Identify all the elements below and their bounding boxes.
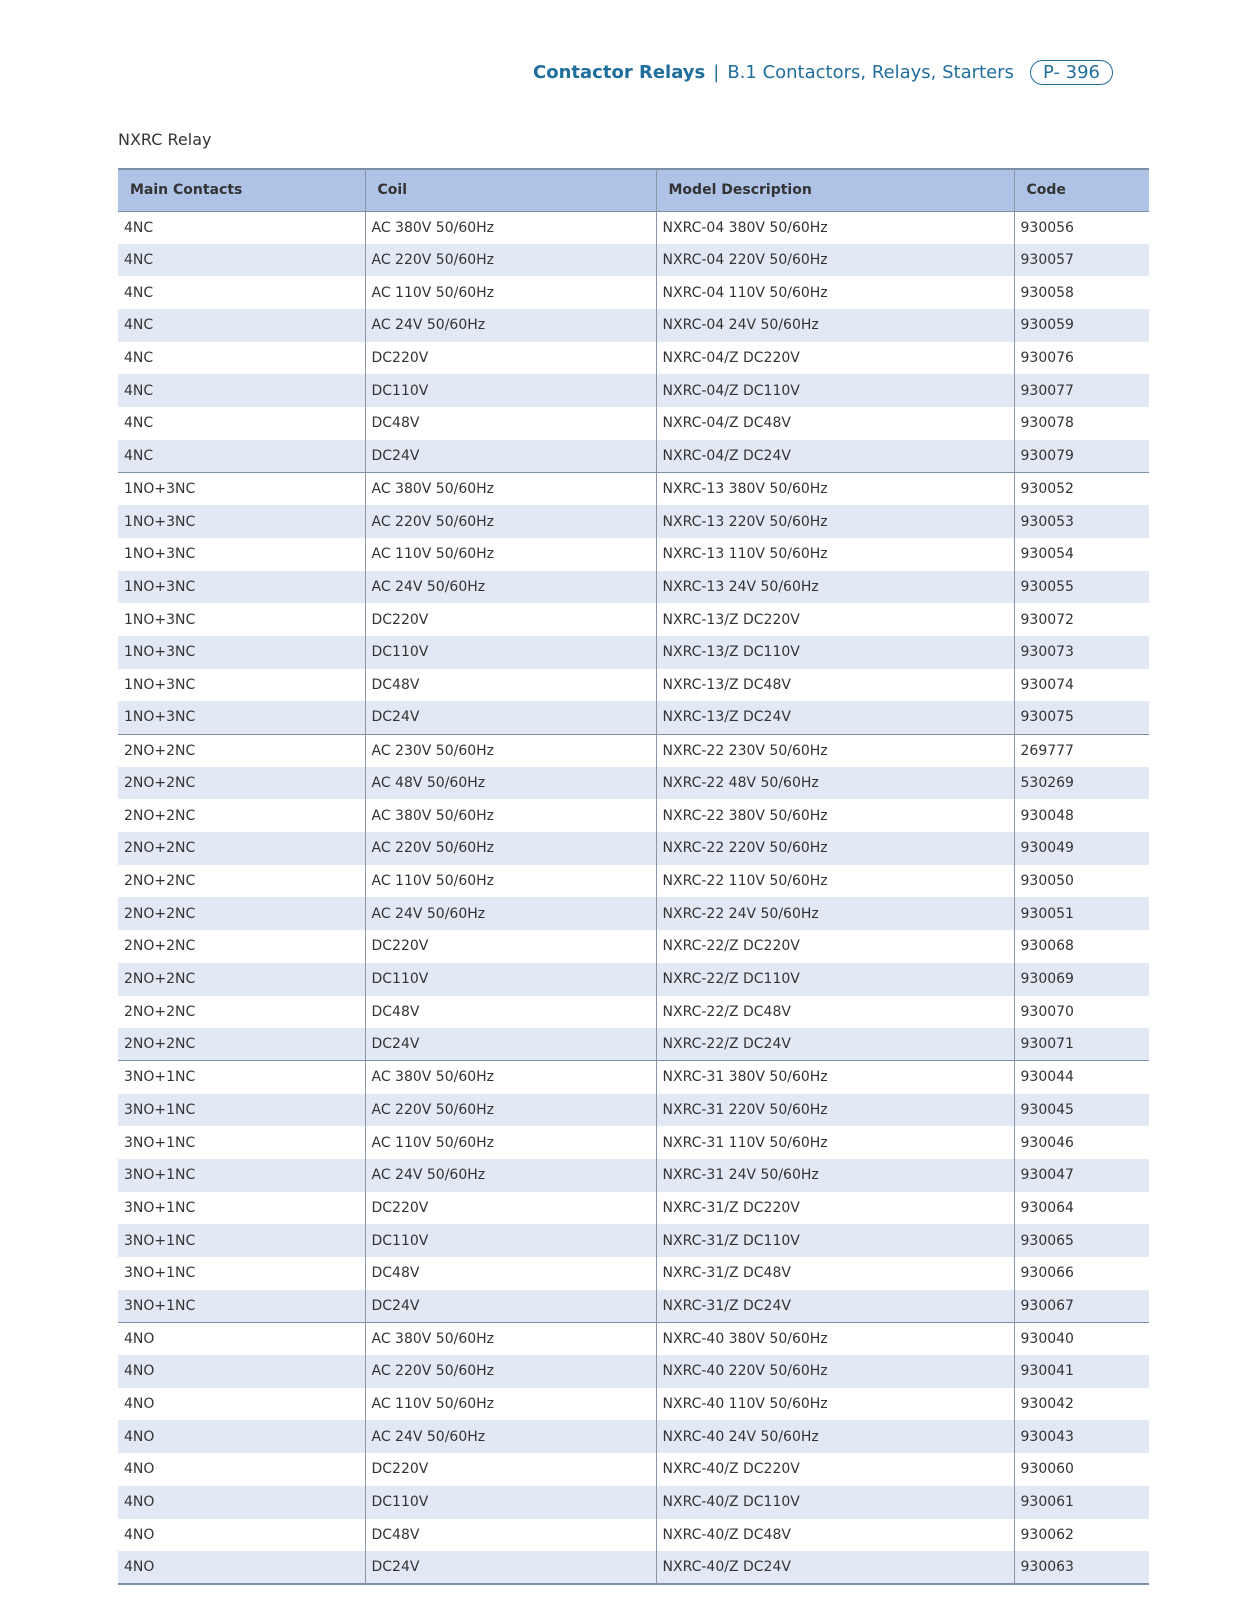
table-row [118, 1061, 1149, 1094]
table-row [118, 1453, 1149, 1486]
cell-code: 930071 [1014, 1028, 1149, 1061]
column-header-code: Code [1014, 169, 1149, 211]
cell-main-contacts: 4NO [118, 1322, 365, 1355]
cell-coil: AC 220V 50/60Hz [365, 1355, 656, 1388]
cell-coil: DC24V [365, 1551, 656, 1584]
cell-main-contacts: 4NO [124, 1396, 155, 1413]
cell-code: 930074 [1014, 669, 1149, 702]
cell-code: 930072 [1014, 603, 1149, 636]
cell-code: 930059 [1014, 309, 1149, 342]
cell-model-description: NXRC-22/Z DC110V [656, 963, 1014, 996]
table-row [118, 799, 1149, 832]
cell-coil: DC24V [365, 701, 656, 734]
cell-coil: DC110V [365, 1224, 656, 1257]
cell-model-description: NXRC-04 110V 50/60Hz [656, 276, 1014, 309]
cell-main-contacts: 4NO [118, 1551, 365, 1584]
table-row [118, 1028, 1149, 1061]
cell-code: 930042 [1014, 1388, 1149, 1421]
table-row [118, 407, 1149, 440]
page-header [533, 56, 1113, 88]
cell-coil: AC 220V 50/60Hz [365, 244, 656, 277]
cell-model-description: NXRC-40/Z DC48V [656, 1519, 1014, 1552]
cell-main-contacts: 2NO+2NC [124, 938, 196, 955]
cell-model-description: NXRC-22 230V 50/60Hz [656, 734, 1014, 767]
cell-coil: DC48V [365, 669, 656, 702]
cell-code: 930063 [1014, 1551, 1149, 1584]
cell-code: 930067 [1014, 1290, 1149, 1323]
cell-coil: AC 230V 50/60Hz [365, 734, 656, 767]
cell-model-description: NXRC-22 48V 50/60Hz [656, 767, 1014, 800]
cell-code: 930057 [1014, 244, 1149, 277]
table-row [118, 1551, 1149, 1584]
cell-code: 930065 [1014, 1224, 1149, 1257]
cell-coil: AC 48V 50/60Hz [365, 767, 656, 800]
cell-coil: DC48V [365, 1257, 656, 1290]
table-header-row [118, 169, 1149, 211]
table-row [118, 309, 1149, 342]
header-title: Contactor Relays [533, 61, 706, 83]
cell-main-contacts: 2NO+2NC [124, 873, 196, 890]
cell-main-contacts: 3NO+1NC [124, 1265, 196, 1282]
cell-coil: AC 110V 50/60Hz [365, 1126, 656, 1159]
cell-main-contacts: 2NO+2NC [124, 807, 196, 824]
cell-coil: DC110V [365, 963, 656, 996]
table-row [118, 1159, 1149, 1192]
cell-model-description: NXRC-04/Z DC110V [656, 374, 1014, 407]
table-row [118, 963, 1149, 996]
cell-model-description: NXRC-04 380V 50/60Hz [656, 211, 1014, 244]
cell-main-contacts: 4NC [124, 350, 154, 367]
cell-code: 930044 [1014, 1061, 1149, 1094]
table-row [118, 930, 1149, 963]
header-separator: | [713, 61, 720, 83]
cell-model-description: NXRC-40 380V 50/60Hz [656, 1322, 1014, 1355]
cell-model-description: NXRC-31 110V 50/60Hz [656, 1126, 1014, 1159]
table-row [118, 1322, 1149, 1355]
cell-main-contacts: 2NO+2NC [124, 971, 196, 988]
cell-coil: AC 220V 50/60Hz [365, 1094, 656, 1127]
cell-main-contacts: 4NO [124, 1461, 155, 1478]
cell-coil: DC24V [365, 440, 656, 473]
table-row [118, 701, 1149, 734]
table-row [118, 603, 1149, 636]
cell-code: 930058 [1014, 276, 1149, 309]
cell-main-contacts: 1NO+3NC [124, 709, 196, 726]
column-header-main-contacts: Main Contacts [118, 169, 365, 211]
cell-model-description: NXRC-31/Z DC110V [656, 1224, 1014, 1257]
cell-main-contacts: 1NO+3NC [124, 546, 196, 563]
cell-coil: AC 380V 50/60Hz [365, 799, 656, 832]
cell-coil: AC 110V 50/60Hz [365, 1388, 656, 1421]
cell-main-contacts: 4NO [124, 1494, 155, 1511]
cell-coil: AC 380V 50/60Hz [365, 473, 656, 506]
table-row [118, 244, 1149, 277]
table-row [118, 734, 1149, 767]
cell-model-description: NXRC-31 220V 50/60Hz [656, 1094, 1014, 1127]
cell-coil: AC 380V 50/60Hz [365, 1061, 656, 1094]
cell-main-contacts: 3NO+1NC [124, 1134, 196, 1151]
cell-code: 930052 [1014, 473, 1149, 506]
cell-model-description: NXRC-04/Z DC48V [656, 407, 1014, 440]
cell-code: 930043 [1014, 1420, 1149, 1453]
cell-code: 530269 [1014, 767, 1149, 800]
cell-main-contacts: 2NO+2NC [124, 1036, 196, 1053]
cell-coil: AC 24V 50/60Hz [365, 571, 656, 604]
cell-model-description: NXRC-13/Z DC220V [656, 603, 1014, 636]
cell-main-contacts: 4NC [124, 252, 154, 269]
cell-main-contacts: 4NC [124, 317, 154, 334]
cell-coil: AC 24V 50/60Hz [365, 1420, 656, 1453]
cell-main-contacts: 2NO+2NC [118, 734, 365, 767]
table-row [118, 1290, 1149, 1323]
cell-model-description: NXRC-31 24V 50/60Hz [656, 1159, 1014, 1192]
cell-code: 930048 [1014, 799, 1149, 832]
cell-main-contacts: 1NO+3NC [124, 611, 196, 628]
cell-model-description: NXRC-04 24V 50/60Hz [656, 309, 1014, 342]
cell-main-contacts: 2NO+2NC [124, 775, 196, 792]
cell-model-description: NXRC-04 220V 50/60Hz [656, 244, 1014, 277]
cell-code: 930078 [1014, 407, 1149, 440]
table-row [118, 897, 1149, 930]
cell-model-description: NXRC-31/Z DC48V [656, 1257, 1014, 1290]
cell-main-contacts: 1NO+3NC [124, 578, 196, 595]
cell-main-contacts: 2NO+2NC [124, 1003, 196, 1020]
cell-model-description: NXRC-22/Z DC48V [656, 996, 1014, 1029]
cell-code: 930049 [1014, 832, 1149, 865]
cell-model-description: NXRC-13 24V 50/60Hz [656, 571, 1014, 604]
cell-model-description: NXRC-22 220V 50/60Hz [656, 832, 1014, 865]
table-row [118, 865, 1149, 898]
cell-main-contacts: 3NO+1NC [124, 1297, 196, 1314]
table-row [118, 440, 1149, 473]
cell-code: 930077 [1014, 374, 1149, 407]
cell-coil: DC48V [365, 996, 656, 1029]
cell-model-description: NXRC-31/Z DC24V [656, 1290, 1014, 1323]
relay-table [118, 168, 1149, 1585]
cell-code: 930056 [1014, 211, 1149, 244]
table-row [118, 767, 1149, 800]
cell-main-contacts: 2NO+2NC [124, 905, 196, 922]
table-row [118, 1388, 1149, 1421]
cell-coil: DC220V [365, 603, 656, 636]
table-row [118, 996, 1149, 1029]
cell-model-description: NXRC-13/Z DC110V [656, 636, 1014, 669]
table-row [118, 505, 1149, 538]
cell-main-contacts: 4NO [124, 1363, 155, 1380]
cell-code: 930050 [1014, 865, 1149, 898]
cell-code: 930073 [1014, 636, 1149, 669]
cell-main-contacts: 3NO+1NC [124, 1199, 196, 1216]
cell-model-description: NXRC-22 380V 50/60Hz [656, 799, 1014, 832]
cell-model-description: NXRC-22 110V 50/60Hz [656, 865, 1014, 898]
cell-code: 930069 [1014, 963, 1149, 996]
cell-coil: DC110V [365, 374, 656, 407]
cell-main-contacts: 4NO [124, 1428, 155, 1445]
table-header [118, 169, 1149, 211]
cell-coil: AC 24V 50/60Hz [365, 309, 656, 342]
cell-code: 930055 [1014, 571, 1149, 604]
cell-main-contacts: 4NC [124, 382, 154, 399]
cell-model-description: NXRC-40/Z DC220V [656, 1453, 1014, 1486]
cell-model-description: NXRC-40/Z DC24V [656, 1551, 1014, 1584]
cell-main-contacts: 4NC [124, 284, 154, 301]
cell-main-contacts: 1NO+3NC [118, 473, 365, 506]
table-row [118, 211, 1149, 244]
cell-main-contacts: 3NO+1NC [118, 1061, 365, 1094]
cell-coil: AC 110V 50/60Hz [365, 538, 656, 571]
table-row [118, 374, 1149, 407]
cell-coil: DC220V [365, 1192, 656, 1225]
cell-coil: AC 380V 50/60Hz [365, 1322, 656, 1355]
cell-main-contacts: 1NO+3NC [124, 513, 196, 530]
table-row [118, 1257, 1149, 1290]
cell-model-description: NXRC-22/Z DC24V [656, 1028, 1014, 1061]
table-row [118, 1420, 1149, 1453]
cell-model-description: NXRC-13/Z DC24V [656, 701, 1014, 734]
table-row [118, 1126, 1149, 1159]
cell-main-contacts: 4NC [124, 447, 154, 464]
table-row [118, 276, 1149, 309]
table-row [118, 1519, 1149, 1552]
cell-code: 930053 [1014, 505, 1149, 538]
cell-main-contacts: 3NO+1NC [124, 1167, 196, 1184]
cell-code: 930046 [1014, 1126, 1149, 1159]
cell-code: 930064 [1014, 1192, 1149, 1225]
cell-main-contacts: 1NO+3NC [124, 644, 196, 661]
cell-coil: AC 380V 50/60Hz [365, 211, 656, 244]
document-title: NXRC Relay [118, 130, 212, 149]
table-row [118, 571, 1149, 604]
table-row [118, 1094, 1149, 1127]
column-header-model-description: Model Description [656, 169, 1014, 211]
cell-code: 930061 [1014, 1486, 1149, 1519]
table-row [118, 1486, 1149, 1519]
cell-model-description: NXRC-40 220V 50/60Hz [656, 1355, 1014, 1388]
cell-model-description: NXRC-40 24V 50/60Hz [656, 1420, 1014, 1453]
cell-coil: DC48V [365, 407, 656, 440]
table-row [118, 669, 1149, 702]
cell-model-description: NXRC-40/Z DC110V [656, 1486, 1014, 1519]
cell-code: 930079 [1014, 440, 1149, 473]
cell-coil: DC48V [365, 1519, 656, 1552]
cell-main-contacts: 3NO+1NC [124, 1232, 196, 1249]
page-number-badge: P- 396 [1030, 60, 1113, 85]
cell-coil: DC110V [365, 1486, 656, 1519]
cell-coil: AC 24V 50/60Hz [365, 897, 656, 930]
cell-code: 930041 [1014, 1355, 1149, 1388]
cell-main-contacts: 3NO+1NC [124, 1101, 196, 1118]
cell-main-contacts: 1NO+3NC [124, 676, 196, 693]
cell-code: 930075 [1014, 701, 1149, 734]
cell-code: 930070 [1014, 996, 1149, 1029]
header-section: B.1 Contactors, Relays, Starters [727, 61, 1014, 83]
cell-code: 930045 [1014, 1094, 1149, 1127]
table-body [118, 211, 1149, 1584]
cell-coil: DC220V [365, 1453, 656, 1486]
cell-coil: DC110V [365, 636, 656, 669]
cell-code: 269777 [1014, 734, 1149, 767]
cell-coil: DC24V [365, 1290, 656, 1323]
cell-model-description: NXRC-31 380V 50/60Hz [656, 1061, 1014, 1094]
cell-main-contacts: 4NC [124, 415, 154, 432]
cell-coil: AC 110V 50/60Hz [365, 865, 656, 898]
table-row [118, 832, 1149, 865]
cell-coil: AC 220V 50/60Hz [365, 505, 656, 538]
table-row [118, 342, 1149, 375]
cell-model-description: NXRC-13 220V 50/60Hz [656, 505, 1014, 538]
table-row [118, 1224, 1149, 1257]
cell-model-description: NXRC-40 110V 50/60Hz [656, 1388, 1014, 1421]
cell-code: 930076 [1014, 342, 1149, 375]
cell-main-contacts: 4NO [124, 1526, 155, 1543]
cell-model-description: NXRC-13/Z DC48V [656, 669, 1014, 702]
cell-coil: DC220V [365, 930, 656, 963]
cell-code: 930066 [1014, 1257, 1149, 1290]
cell-code: 930060 [1014, 1453, 1149, 1486]
column-header-coil: Coil [365, 169, 656, 211]
cell-coil: AC 110V 50/60Hz [365, 276, 656, 309]
cell-model-description: NXRC-13 110V 50/60Hz [656, 538, 1014, 571]
cell-code: 930051 [1014, 897, 1149, 930]
table-row [118, 636, 1149, 669]
cell-model-description: NXRC-22/Z DC220V [656, 930, 1014, 963]
relay-table-container [118, 168, 1149, 1585]
table-row [118, 1355, 1149, 1388]
cell-coil: AC 220V 50/60Hz [365, 832, 656, 865]
cell-coil: DC220V [365, 342, 656, 375]
cell-model-description: NXRC-04/Z DC220V [656, 342, 1014, 375]
cell-code: 930068 [1014, 930, 1149, 963]
table-row [118, 538, 1149, 571]
cell-code: 930062 [1014, 1519, 1149, 1552]
table-row [118, 473, 1149, 506]
cell-main-contacts: 4NC [124, 219, 154, 236]
cell-code: 930040 [1014, 1322, 1149, 1355]
cell-code: 930047 [1014, 1159, 1149, 1192]
cell-model-description: NXRC-04/Z DC24V [656, 440, 1014, 473]
cell-coil: AC 24V 50/60Hz [365, 1159, 656, 1192]
table-row [118, 1192, 1149, 1225]
cell-coil: DC24V [365, 1028, 656, 1061]
cell-code: 930054 [1014, 538, 1149, 571]
cell-model-description: NXRC-22 24V 50/60Hz [656, 897, 1014, 930]
cell-model-description: NXRC-13 380V 50/60Hz [656, 473, 1014, 506]
cell-model-description: NXRC-31/Z DC220V [656, 1192, 1014, 1225]
cell-main-contacts: 2NO+2NC [124, 840, 196, 857]
